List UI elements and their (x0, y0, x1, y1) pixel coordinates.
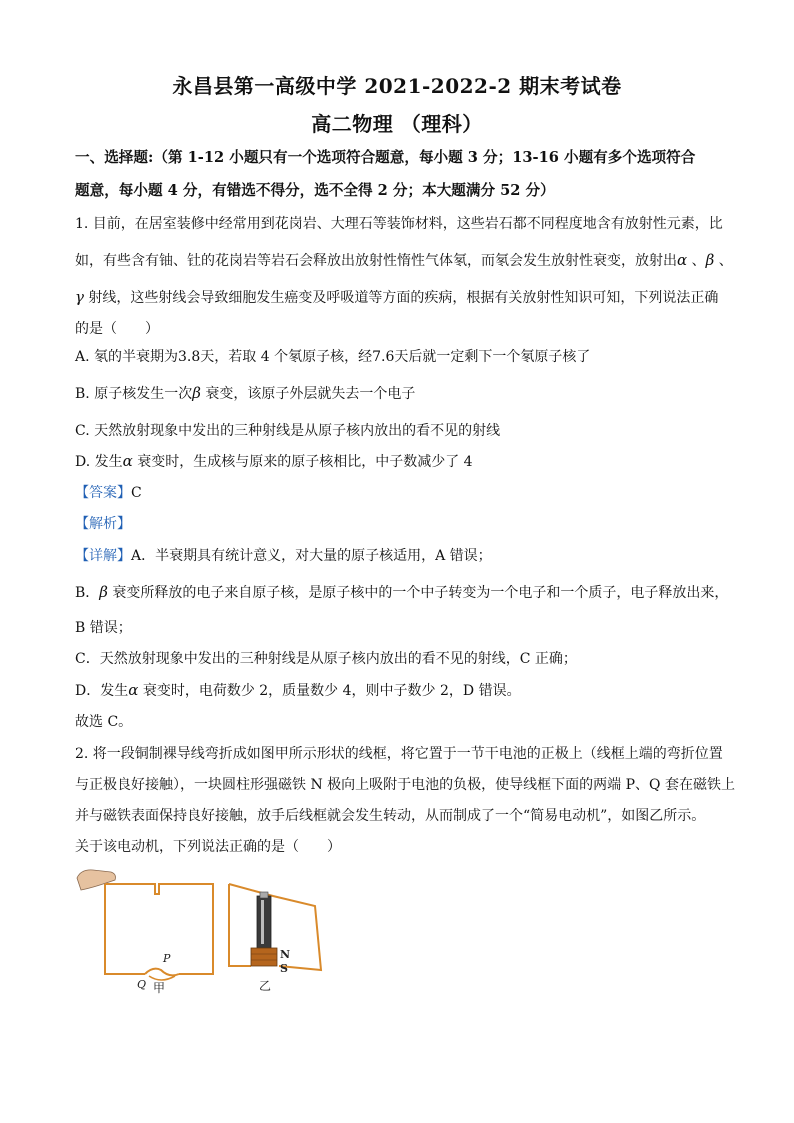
label-n: N (280, 948, 291, 961)
alpha-symbol: α (128, 681, 139, 699)
detail-text2: 衰变所释放的电子来自原子核，是原子核中的一个中子转变为一个电子和一个质子，电子释放出来， (107, 585, 729, 601)
detail-text: B． (75, 585, 100, 601)
label-q: Q (137, 978, 147, 991)
answer-value: C (131, 485, 142, 501)
answer-label: 【答案】 (75, 485, 131, 501)
alpha-symbol: α (122, 452, 133, 470)
exam-title: 永昌县第一高级中学 2021-2022-2 期末考试卷 (172, 74, 622, 98)
alpha-symbol: α (677, 251, 688, 269)
beta-symbol: β (192, 384, 201, 402)
label-yi: 乙 (259, 979, 272, 993)
detail-text: A．半衰期具有统计意义，对大量的原子核适用，A 错误； (131, 548, 492, 564)
detail-label: 【详解】 (75, 548, 131, 564)
figure-yi (229, 884, 321, 993)
figure-jia (77, 870, 213, 995)
wire-frame-yi-left (229, 884, 251, 966)
battery-highlight (261, 900, 264, 944)
battery-terminal (260, 892, 268, 898)
q1-option-d-text: D. 发生 (75, 454, 123, 470)
q1-stem-line3 (75, 287, 725, 308)
q1-detail-line2-cont: B 错误； (75, 620, 132, 636)
q1-detail-line3: C．天然放射现象中发出的三种射线是从原子核内放出的看不见的射线，C 正确； (75, 651, 577, 667)
beta-symbol: β (99, 583, 108, 601)
label-s: S (280, 962, 288, 975)
separator: 、 (714, 253, 733, 269)
label-p: P (163, 952, 171, 965)
q1-option-b-text: B. 原子核发生一次 (75, 386, 193, 402)
q1-detail-line2 (75, 582, 729, 603)
label-jia: 甲 (153, 981, 166, 995)
separator: 、 (687, 253, 706, 269)
wire-loop-pq (145, 969, 179, 976)
q1-stem-line2-text: 如，有些含有铀、钍的花岗岩等岩石会释放出放射性惰性气体氡，而氡会发生放射性衰变，放射出 (75, 253, 677, 269)
section-header-line1: 一、选择题:（第 1-12 小题只有一个选项符合题意，每小题 3 分；13-16 小题有多个选项符合 (75, 149, 696, 166)
q1-conclusion: 故选 C。 (75, 714, 133, 730)
q1-detail-line4 (75, 680, 725, 701)
q2-stem-line3: 并与磁铁表面保持良好接触，放手后线框就会发生转动，从而制成了一个“简易电动机”，如图乙所示。 (75, 808, 706, 824)
q1-stem-line3-text: 射线，这些射线会导致细胞发生癌变及呼吸道等方面的疾病，根据有关放射性知识可知，下列说法正确 (83, 290, 719, 306)
q1-option-d (75, 451, 725, 472)
q2-stem-line2: 与正极良好接触），一块圆柱形强磁铁 N 极向上吸附于电池的负极，使导线框下面的两端 P、Q 套在磁铁上 (75, 777, 735, 793)
q2-stem-line1: 2. 将一段铜制裸导线弯折成如图甲所示形状的线框，将它置于一节干电池的正极上（线框上端的弯折位置 (75, 746, 723, 762)
q1-answer (75, 483, 725, 503)
q1-option-b-text2: 衰变，该原子外层就失去一个电子 (200, 386, 416, 402)
wire-frame-right (105, 884, 213, 974)
hand-icon (77, 870, 116, 890)
section-header-line2: 题意，每小题 4 分，有错选不得分，选不全得 2 分；本大题满分 52 分） (75, 182, 555, 199)
q1-option-b (75, 383, 725, 404)
wire-frame-left (105, 884, 145, 974)
gamma-symbol: γ (75, 288, 84, 306)
q1-stem-line1: 1. 目前，在居室装修中经常用到花岗岩、大理石等装饰材料，这些岩石都不同程度地含有放射性元素，比 (75, 216, 723, 232)
q1-detail-line1 (75, 546, 725, 566)
q1-stem-line4: 的是（ ） (75, 321, 159, 337)
q1-stem-line2 (75, 250, 733, 271)
detail-text2: 衰变时，电荷数少 2，质量数少 4，则中子数少 2，D 错误。 (138, 683, 521, 699)
beta-symbol: β (705, 251, 715, 269)
exam-subtitle: 高二物理 （理科） (311, 112, 483, 136)
wire-loop-lower (149, 976, 175, 980)
q2-stem-line4: 关于该电动机，下列说法正确的是（ ） (75, 839, 341, 855)
q1-option-c: C. 天然放射现象中发出的三种射线是从原子核内放出的看不见的射线 (75, 423, 501, 439)
q1-option-d-text2: 衰变时，生成核与原来的原子核相比，中子数减少了 4 (132, 454, 473, 470)
q1-option-a: A. 氡的半衰期为3.8天，若取 4 个氡原子核，经7.6天后就一定剩下一个氡原子核了 (75, 349, 591, 365)
magnet-icon (251, 948, 277, 966)
motor-figure (75, 866, 335, 996)
analysis-label: 【解析】 (75, 516, 131, 532)
detail-text: D．发生 (75, 683, 129, 699)
